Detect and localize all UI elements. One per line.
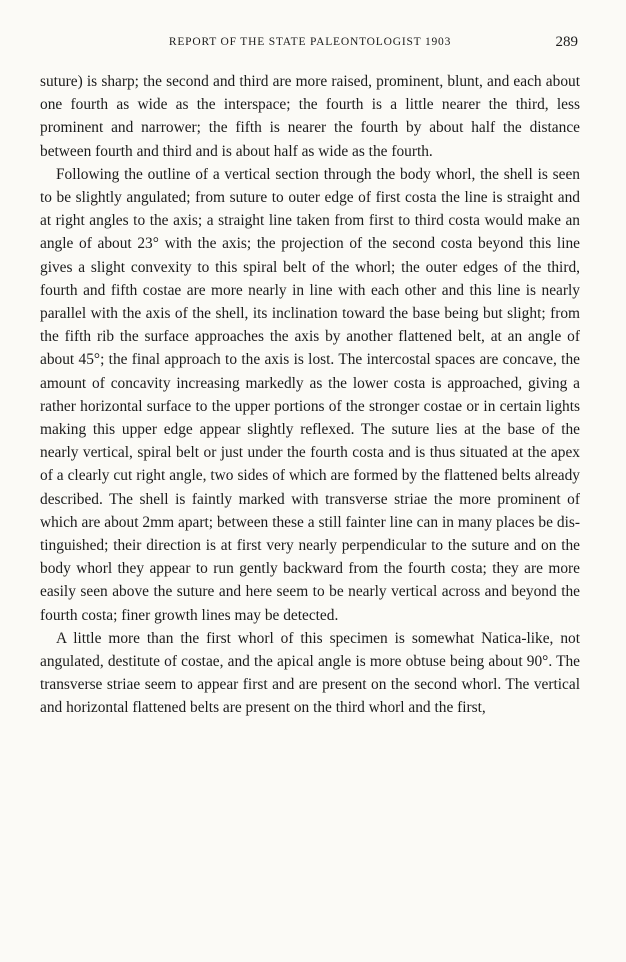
body-text <box>40 70 580 720</box>
paragraph-3: A little more than the first whorl of this specimen is somewhat Natica-like, not angulated, destitute of costae, and the apical angle is more obtuse being about 90°. The transverse striae seem to appear first and are present on the second whorl. The vertical and horizontal flattened belts are present on the third whorl and the first, <box>40 629 580 717</box>
running-title: REPORT OF THE STATE PALEONTOLOGIST 1903 <box>168 36 452 48</box>
page-number: 289 <box>555 34 578 50</box>
page-header <box>40 36 580 58</box>
document-page <box>40 36 580 720</box>
paragraph-1: suture) is sharp; the second and third are more raised, prominent, blunt, and each about one fourth as wide as the interspace; the fourth is a little nearer the third, less prominent and narrower; the fifth is nearer the fourth by about half the distance between fourth and third and is about half as wide as the fourth. <box>40 73 580 160</box>
paragraph-2: Following the outline of a vertical section through the body whorl, the shell is seen to be slightly angulated; from suture to outer edge of first costa the line is straight and at right angles to the axis; a straight line taken from first to third costa would make an angle of about 23° with the axis; the projection of the second costa beyond this line gives a slight convexity to this spiral belt of the whorl; the outer edges of the third, fourth and fifth costae are more nearly in line with each other and this line is nearly parallel with the axis of the shell, its inclination toward the base being but slight; from the fifth rib the surface approaches the axis by another flattened belt, at an angle of about 45°; the final approach to the axis is lost. The intercostal spaces are concave, the amount of concavity increasing markedly as the lower costa is approached, giving a rather horizontal surface to the upper portions of the stronger costae or in certain lights making this upper edge appear slightly reflexed. The suture lies at the base of the nearly vertical, spiral belt or just under the fourth costa and is thus situated at the apex of a clearly cut right angle, two sides of which are formed by the flattened belts already described. The shell is faintly marked with transverse striae the more prominent of which are about 2mm apart; between these a still fainter line can in many places be distinguished; their direction is at first very nearly perpendicular to the suture and on the body whorl they appear to run gently backward from the fourth costa; they are more easily seen above the suture and here seem to be nearly vertical across and beyond the fourth costa; finer growth lines may be detected. <box>40 165 580 624</box>
